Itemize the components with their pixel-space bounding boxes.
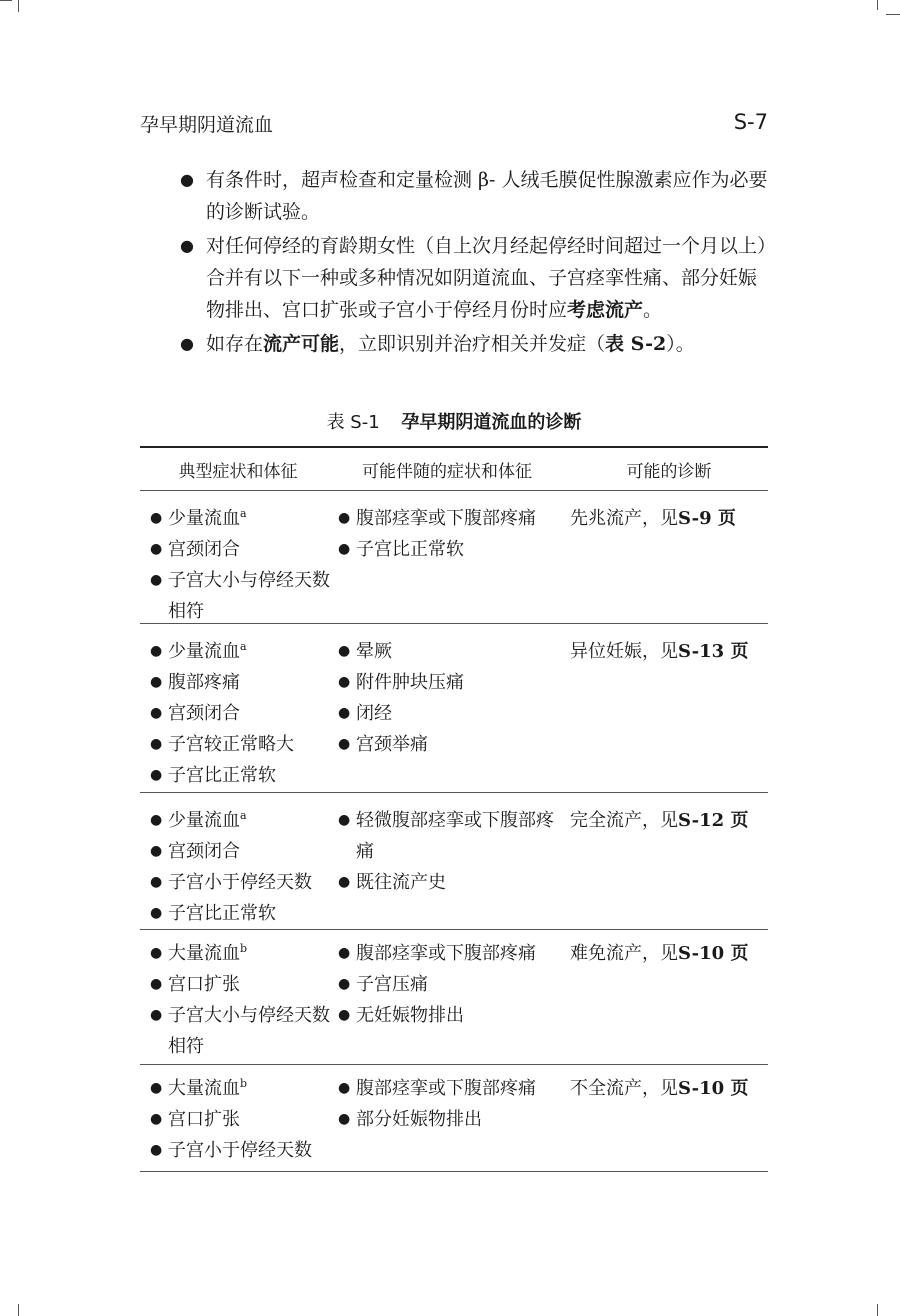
sign-item xyxy=(144,1135,332,1166)
associated-text: 腹部痉挛或下腹部疼痛 xyxy=(356,943,536,964)
bullet-dot-icon: ● xyxy=(150,643,163,659)
bullet-dot-icon: ● xyxy=(338,643,351,659)
bullet-list xyxy=(176,164,772,362)
bullet-dot-icon: ● xyxy=(338,874,351,890)
bullet-dot-icon: ● xyxy=(338,1111,351,1127)
sign-item xyxy=(144,729,332,760)
sign-text: 少量流血 xyxy=(168,641,240,662)
table-caption-title: 孕早期阴道流血的诊断 xyxy=(401,412,582,433)
associated-item xyxy=(332,636,562,667)
bullet-dot-icon: ● xyxy=(180,334,194,353)
bullet-paragraph xyxy=(176,164,772,228)
sign-item xyxy=(144,1073,332,1104)
associated-text: 轻微腹部痉挛或下腹部疼痛 xyxy=(356,810,554,862)
sign-item xyxy=(144,636,332,667)
table-header-row xyxy=(140,448,768,490)
diagnosis-text: 不全流产，见 xyxy=(570,1078,678,1099)
sign-text: 少量流血 xyxy=(168,508,240,529)
associated-text: 既往流产史 xyxy=(356,872,446,893)
bullet-dot-icon: ● xyxy=(338,541,351,557)
diagnosis-text: 先兆流产，见 xyxy=(570,508,678,529)
diagnosis-text: 难免流产，见 xyxy=(570,943,678,964)
crop-mark-top-right-v xyxy=(877,0,878,10)
associated-text: 腹部痉挛或下腹部疼痛 xyxy=(356,508,536,529)
header-associated-signs: 可能伴随的症状和体征 xyxy=(362,461,532,482)
bullet-dot-icon: ● xyxy=(338,674,351,690)
table-row-rule xyxy=(140,1171,768,1172)
cell-associated-signs xyxy=(332,636,562,792)
bullet-text: 对任何停经的育龄期女性（自上次月经起停经时间超过一个月以上）合并有以下一种或多种情况如阴道流血、子宫痉挛性痛、部分妊娠物排出、宫口扩张或子宫小于停经月份时应 xyxy=(206,235,767,321)
cell-associated-signs xyxy=(332,938,562,1064)
bullet-dot-icon: ● xyxy=(150,510,163,526)
bullet-dot-icon: ● xyxy=(338,976,351,992)
sign-text: 宫颈闭合 xyxy=(168,703,240,724)
cell-typical-signs xyxy=(140,636,332,792)
sign-item xyxy=(144,1000,332,1062)
footnote-marker: a xyxy=(240,809,247,822)
associated-text: 附件肿块压痛 xyxy=(356,672,464,693)
bullet-paragraph xyxy=(176,328,772,360)
cell-typical-signs xyxy=(140,805,332,929)
sign-item xyxy=(144,667,332,698)
header-diagnosis: 可能的诊断 xyxy=(626,461,712,482)
cell-associated-signs xyxy=(332,805,562,929)
footnote-marker: b xyxy=(240,942,248,955)
diagnosis-page-ref: S-13 页 xyxy=(678,641,749,662)
associated-item xyxy=(332,1104,562,1135)
sign-item xyxy=(144,836,332,867)
bullet-dot-icon: ● xyxy=(180,170,194,189)
bullet-dot-icon: ● xyxy=(150,705,163,721)
diagnosis-page-ref: S-12 页 xyxy=(678,810,749,831)
associated-item xyxy=(332,503,562,534)
associated-text: 闭经 xyxy=(356,703,392,724)
bullet-dot-icon: ● xyxy=(150,1007,163,1023)
associated-text: 宫颈举痛 xyxy=(356,734,428,755)
diagnosis-page-ref: S-10 页 xyxy=(678,1078,749,1099)
cell-associated-signs xyxy=(332,503,562,623)
bullet-dot-icon: ● xyxy=(338,1080,351,1096)
bullet-dot-icon: ● xyxy=(150,1142,163,1158)
sign-text: 大量流血 xyxy=(168,943,240,964)
cell-typical-signs xyxy=(140,1073,332,1171)
bullet-text: 。 xyxy=(643,299,663,321)
sign-text: 子宫较正常略大 xyxy=(168,734,294,755)
bullet-emphasis: 考虑流产 xyxy=(567,299,644,321)
crop-mark-top-right-h xyxy=(886,14,900,15)
sign-item xyxy=(144,1104,332,1135)
bullet-dot-icon: ● xyxy=(150,674,163,690)
sign-text: 大量流血 xyxy=(168,1078,240,1099)
bullet-dot-icon: ● xyxy=(338,736,351,752)
sign-item xyxy=(144,534,332,565)
sign-text: 子宫大小与停经天数相符 xyxy=(168,1005,330,1057)
sign-text: 宫颈闭合 xyxy=(168,539,240,560)
sign-item xyxy=(144,503,332,534)
bullet-dot-icon: ● xyxy=(150,976,163,992)
table-row xyxy=(140,930,768,1064)
bullet-text: 有条件时，超声检查和定量检测 β- 人绒毛膜促性腺激素应作为必要的诊断试验。 xyxy=(206,169,768,223)
bullet-dot-icon: ● xyxy=(150,843,163,859)
crop-mark-bottom-left-v xyxy=(18,1304,19,1316)
sign-text: 子宫比正常软 xyxy=(168,903,276,924)
associated-item xyxy=(332,667,562,698)
cell-diagnosis xyxy=(562,503,768,623)
bullet-dot-icon: ● xyxy=(338,510,351,526)
footnote-marker: a xyxy=(240,507,247,520)
cell-typical-signs xyxy=(140,503,332,623)
bullet-dot-icon: ● xyxy=(150,1111,163,1127)
diagnosis-text: 完全流产，见 xyxy=(570,810,678,831)
bullet-dot-icon: ● xyxy=(338,705,351,721)
cell-diagnosis xyxy=(562,1073,768,1171)
bullet-dot-icon: ● xyxy=(180,236,194,255)
crop-mark-bottom-right-v xyxy=(877,1304,878,1316)
diagnosis-page-ref: S-10 页 xyxy=(678,943,749,964)
associated-text: 腹部痉挛或下腹部疼痛 xyxy=(356,1078,536,1099)
table-caption-label: 表 S-1 xyxy=(326,412,380,433)
sign-item xyxy=(144,969,332,1000)
sign-text: 子宫大小与停经天数相符 xyxy=(168,570,330,622)
bullet-text: ）。 xyxy=(666,333,695,355)
associated-item xyxy=(332,729,562,760)
associated-item xyxy=(332,534,562,565)
bullet-dot-icon: ● xyxy=(150,572,163,588)
sign-text: 子宫小于停经天数 xyxy=(168,1140,312,1161)
associated-item xyxy=(332,938,562,969)
associated-item xyxy=(332,1073,562,1104)
crop-mark-top-left-h xyxy=(0,0,12,1)
associated-text: 子宫压痛 xyxy=(356,974,428,995)
crop-mark-top-left-v xyxy=(18,0,19,12)
cell-diagnosis xyxy=(562,805,768,929)
bullet-dot-icon: ● xyxy=(150,905,163,921)
bullet-dot-icon: ● xyxy=(338,945,351,961)
sign-item xyxy=(144,867,332,898)
bullet-dot-icon: ● xyxy=(150,945,163,961)
sign-item xyxy=(144,698,332,729)
bullet-text: 如存在 xyxy=(206,333,264,355)
bullet-emphasis: 流产可能 xyxy=(263,333,340,355)
sign-text: 少量流血 xyxy=(168,810,240,831)
associated-text: 晕厥 xyxy=(356,641,392,662)
running-title: 孕早期阴道流血 xyxy=(140,114,274,136)
bullet-dot-icon: ● xyxy=(150,874,163,890)
bullet-dot-icon: ● xyxy=(150,541,163,557)
table-row xyxy=(140,624,768,792)
associated-text: 部分妊娠物排出 xyxy=(356,1109,482,1130)
diagnosis-text: 异位妊娠，见 xyxy=(570,641,678,662)
sign-item xyxy=(144,898,332,929)
associated-item xyxy=(332,1000,562,1031)
table-row xyxy=(140,491,768,623)
page-number: S-7 xyxy=(733,110,768,134)
sign-text: 宫口扩张 xyxy=(168,1109,240,1130)
sign-text: 宫口扩张 xyxy=(168,974,240,995)
bullet-dot-icon: ● xyxy=(150,767,163,783)
table-caption xyxy=(140,408,768,434)
diagnosis-page-ref: S-9 页 xyxy=(678,508,736,529)
sign-item xyxy=(144,760,332,791)
cell-diagnosis xyxy=(562,636,768,792)
sign-item xyxy=(144,565,332,627)
bullet-dot-icon: ● xyxy=(150,812,163,828)
bullet-text: ，立即识别并治疗相关并发症（ xyxy=(339,333,606,355)
associated-item xyxy=(332,969,562,1000)
diagnosis-table xyxy=(140,446,768,1172)
table-row xyxy=(140,1065,768,1171)
bullet-dot-icon: ● xyxy=(150,1080,163,1096)
associated-item xyxy=(332,867,562,898)
footnote-marker: b xyxy=(240,1077,248,1090)
bullet-dot-icon: ● xyxy=(338,1007,351,1023)
sign-item xyxy=(144,938,332,969)
cell-typical-signs xyxy=(140,938,332,1064)
associated-text: 子宫比正常软 xyxy=(356,539,464,560)
cell-associated-signs xyxy=(332,1073,562,1171)
bullet-paragraph xyxy=(176,230,772,326)
header-typical-signs: 典型症状和体征 xyxy=(178,461,298,482)
footnote-marker: a xyxy=(240,640,247,653)
associated-item xyxy=(332,698,562,729)
bullet-emphasis: 表 S-2 xyxy=(605,333,667,355)
sign-text: 腹部疼痛 xyxy=(168,672,240,693)
table-body xyxy=(140,491,768,1172)
table-row xyxy=(140,793,768,929)
bullet-dot-icon: ● xyxy=(338,812,351,828)
cell-diagnosis xyxy=(562,938,768,1064)
associated-item xyxy=(332,805,562,867)
sign-text: 宫颈闭合 xyxy=(168,841,240,862)
sign-item xyxy=(144,805,332,836)
running-header xyxy=(140,110,768,140)
sign-text: 子宫小于停经天数 xyxy=(168,872,312,893)
sign-text: 子宫比正常软 xyxy=(168,765,276,786)
bullet-dot-icon: ● xyxy=(150,736,163,752)
associated-text: 无妊娠物排出 xyxy=(356,1005,464,1026)
